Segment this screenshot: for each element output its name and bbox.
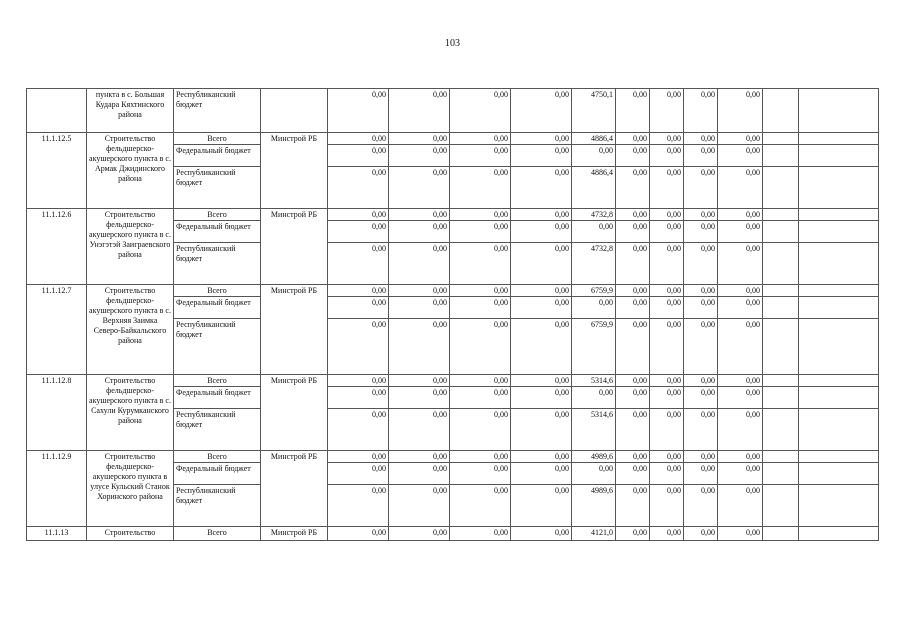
table-row [27, 89, 879, 133]
item-name: Строительство фельдшерско-акушерского пункта в с. Сахули Курумканского района [87, 375, 174, 451]
value-cell: 0,00 [511, 145, 572, 167]
empty-cell [763, 221, 799, 243]
value-cell: 0,00 [684, 285, 718, 297]
value-cell: 0,00 [450, 375, 511, 387]
funding-source: Всего [174, 209, 261, 221]
value-cell: 0,00 [328, 167, 389, 209]
value-cell: 0,00 [328, 409, 389, 451]
value-cell: 0,00 [450, 451, 511, 463]
empty-cell [763, 243, 799, 285]
item-code: 11.1.12.5 [27, 133, 87, 209]
funding-source: Всего [174, 133, 261, 145]
value-cell: 0,00 [650, 409, 684, 451]
empty-cell [763, 133, 799, 145]
value-cell: 0,00 [650, 221, 684, 243]
value-cell: 0,00 [450, 527, 511, 541]
value-cell: 0,00 [511, 485, 572, 527]
executor [261, 89, 328, 133]
value-cell: 0,00 [650, 285, 684, 297]
empty-cell [763, 451, 799, 463]
value-cell: 0,00 [511, 221, 572, 243]
funding-source: Республиканский бюджет [174, 89, 261, 133]
value-cell: 0,00 [511, 243, 572, 285]
value-cell: 0,00 [572, 221, 616, 243]
item-name: Строительство фельдшерско-акушерского пункта в с. Унэгэтэй Заиграевского района [87, 209, 174, 285]
value-cell: 0,00 [511, 463, 572, 485]
empty-cell [799, 297, 879, 319]
empty-cell [799, 221, 879, 243]
value-cell: 0,00 [616, 285, 650, 297]
value-cell: 0,00 [718, 297, 763, 319]
value-cell: 0,00 [684, 221, 718, 243]
value-cell: 0,00 [616, 297, 650, 319]
value-cell: 0,00 [328, 243, 389, 285]
value-cell: 0,00 [328, 221, 389, 243]
empty-cell [763, 527, 799, 541]
value-cell: 0,00 [650, 297, 684, 319]
value-cell: 0,00 [718, 145, 763, 167]
executor: Минстрой РБ [261, 285, 328, 375]
item-name: Строительство фельдшерско-акушерского пункта в с. Армак Джидинского района [87, 133, 174, 209]
value-cell: 0,00 [684, 485, 718, 527]
value-cell: 4732,8 [572, 209, 616, 221]
empty-cell [799, 451, 879, 463]
value-cell: 0,00 [450, 319, 511, 375]
value-cell: 0,00 [572, 145, 616, 167]
empty-cell [763, 89, 799, 133]
value-cell: 0,00 [328, 387, 389, 409]
empty-cell [763, 319, 799, 375]
funding-source: Всего [174, 285, 261, 297]
empty-cell [763, 375, 799, 387]
item-code: 11.1.12.9 [27, 451, 87, 527]
empty-cell [799, 133, 879, 145]
value-cell: 0,00 [389, 133, 450, 145]
value-cell: 0,00 [718, 209, 763, 221]
value-cell: 0,00 [328, 89, 389, 133]
value-cell: 0,00 [511, 451, 572, 463]
value-cell: 0,00 [389, 409, 450, 451]
value-cell: 0,00 [572, 463, 616, 485]
value-cell: 0,00 [572, 387, 616, 409]
value-cell: 0,00 [450, 209, 511, 221]
value-cell: 0,00 [328, 145, 389, 167]
value-cell: 0,00 [616, 243, 650, 285]
value-cell: 4886,4 [572, 133, 616, 145]
item-code: 11.1.12.7 [27, 285, 87, 375]
value-cell: 0,00 [616, 409, 650, 451]
item-code [27, 89, 87, 133]
value-cell: 0,00 [616, 145, 650, 167]
value-cell: 0,00 [511, 387, 572, 409]
executor: Минстрой РБ [261, 451, 328, 527]
value-cell: 0,00 [650, 527, 684, 541]
item-name: Строительство фельдшерско-акушерского пункта в улусе Кульский Станок Хоринского района [87, 451, 174, 527]
empty-cell [799, 485, 879, 527]
value-cell: 0,00 [616, 527, 650, 541]
funding-source: Всего [174, 527, 261, 541]
value-cell: 4989,6 [572, 485, 616, 527]
item-name: Строительство фельдшерско-акушерского пункта в с. Верхняя Заимка Северо-Байкальского района [87, 285, 174, 375]
value-cell: 0,00 [389, 451, 450, 463]
value-cell: 0,00 [328, 297, 389, 319]
value-cell: 0,00 [511, 133, 572, 145]
value-cell: 0,00 [450, 133, 511, 145]
value-cell: 0,00 [328, 527, 389, 541]
funding-source: Республиканский бюджет [174, 243, 261, 285]
value-cell: 0,00 [450, 409, 511, 451]
value-cell: 0,00 [450, 387, 511, 409]
empty-cell [763, 485, 799, 527]
value-cell: 0,00 [511, 89, 572, 133]
value-cell: 0,00 [684, 89, 718, 133]
value-cell: 0,00 [328, 209, 389, 221]
value-cell: 0,00 [511, 319, 572, 375]
value-cell: 0,00 [450, 285, 511, 297]
value-cell: 0,00 [684, 297, 718, 319]
empty-cell [799, 375, 879, 387]
funding-source: Республиканский бюджет [174, 167, 261, 209]
value-cell: 0,00 [650, 463, 684, 485]
value-cell: 0,00 [684, 451, 718, 463]
value-cell: 0,00 [718, 451, 763, 463]
value-cell: 0,00 [684, 463, 718, 485]
value-cell: 0,00 [450, 221, 511, 243]
value-cell: 6759,9 [572, 319, 616, 375]
empty-cell [763, 297, 799, 319]
value-cell: 0,00 [616, 319, 650, 375]
value-cell: 0,00 [389, 89, 450, 133]
value-cell: 0,00 [328, 463, 389, 485]
value-cell: 0,00 [718, 527, 763, 541]
value-cell: 0,00 [616, 89, 650, 133]
value-cell: 4732,8 [572, 243, 616, 285]
value-cell: 0,00 [450, 463, 511, 485]
value-cell: 0,00 [389, 387, 450, 409]
value-cell: 0,00 [684, 145, 718, 167]
item-name: пункта в с. Большая Кудара Кяхтинского района [87, 89, 174, 133]
funding-source: Республиканский бюджет [174, 409, 261, 451]
empty-cell [799, 319, 879, 375]
value-cell: 0,00 [684, 243, 718, 285]
empty-cell [799, 145, 879, 167]
value-cell: 0,00 [616, 209, 650, 221]
value-cell: 5314,6 [572, 409, 616, 451]
empty-cell [799, 285, 879, 297]
value-cell: 0,00 [328, 319, 389, 375]
value-cell: 4121,0 [572, 527, 616, 541]
value-cell: 4989,6 [572, 451, 616, 463]
value-cell: 0,00 [389, 167, 450, 209]
executor: Минстрой РБ [261, 209, 328, 285]
value-cell: 0,00 [718, 375, 763, 387]
funding-source: Республиканский бюджет [174, 485, 261, 527]
item-code: 11.1.12.8 [27, 375, 87, 451]
value-cell: 0,00 [718, 243, 763, 285]
value-cell: 0,00 [616, 451, 650, 463]
item-name: Строительство [87, 527, 174, 541]
table-row [27, 451, 879, 463]
executor: Минстрой РБ [261, 375, 328, 451]
value-cell: 0,00 [389, 463, 450, 485]
empty-cell [799, 209, 879, 221]
value-cell: 0,00 [328, 375, 389, 387]
executor: Минстрой РБ [261, 133, 328, 209]
value-cell: 0,00 [511, 527, 572, 541]
value-cell: 0,00 [389, 145, 450, 167]
value-cell: 0,00 [328, 133, 389, 145]
empty-cell [799, 463, 879, 485]
empty-cell [799, 387, 879, 409]
value-cell: 0,00 [650, 319, 684, 375]
value-cell: 0,00 [511, 285, 572, 297]
value-cell: 0,00 [616, 221, 650, 243]
value-cell: 0,00 [718, 285, 763, 297]
table-row [27, 133, 879, 145]
value-cell: 0,00 [328, 451, 389, 463]
value-cell: 0,00 [684, 167, 718, 209]
value-cell: 0,00 [650, 89, 684, 133]
value-cell: 0,00 [650, 451, 684, 463]
empty-cell [799, 527, 879, 541]
value-cell: 0,00 [684, 387, 718, 409]
value-cell: 0,00 [718, 387, 763, 409]
value-cell: 0,00 [650, 167, 684, 209]
value-cell: 0,00 [718, 319, 763, 375]
value-cell: 0,00 [718, 167, 763, 209]
budget-table [26, 88, 879, 541]
value-cell: 0,00 [389, 285, 450, 297]
value-cell: 0,00 [650, 133, 684, 145]
value-cell: 0,00 [616, 375, 650, 387]
value-cell: 0,00 [718, 409, 763, 451]
value-cell: 0,00 [684, 133, 718, 145]
value-cell: 5314,6 [572, 375, 616, 387]
funding-source: Республиканский бюджет [174, 319, 261, 375]
item-code: 11.1.12.6 [27, 209, 87, 285]
funding-source: Федеральный бюджет [174, 463, 261, 485]
value-cell: 0,00 [511, 209, 572, 221]
table-row [27, 527, 879, 541]
funding-source: Федеральный бюджет [174, 387, 261, 409]
empty-cell [799, 409, 879, 451]
funding-source: Всего [174, 451, 261, 463]
value-cell: 0,00 [511, 297, 572, 319]
empty-cell [763, 409, 799, 451]
value-cell: 0,00 [684, 319, 718, 375]
table-row [27, 209, 879, 221]
value-cell: 0,00 [616, 167, 650, 209]
value-cell: 0,00 [650, 387, 684, 409]
value-cell: 0,00 [684, 527, 718, 541]
table-row [27, 375, 879, 387]
item-code: 11.1.13 [27, 527, 87, 541]
value-cell: 0,00 [389, 297, 450, 319]
value-cell: 0,00 [718, 485, 763, 527]
value-cell: 0,00 [650, 145, 684, 167]
value-cell: 0,00 [650, 375, 684, 387]
empty-cell [799, 89, 879, 133]
executor: Минстрой РБ [261, 527, 328, 541]
value-cell: 0,00 [718, 89, 763, 133]
value-cell: 0,00 [616, 485, 650, 527]
value-cell: 0,00 [616, 133, 650, 145]
empty-cell [799, 243, 879, 285]
page-number: 103 [445, 38, 460, 49]
table-row [27, 285, 879, 297]
empty-cell [763, 209, 799, 221]
value-cell: 0,00 [389, 243, 450, 285]
value-cell: 0,00 [684, 409, 718, 451]
empty-cell [763, 167, 799, 209]
funding-source: Федеральный бюджет [174, 145, 261, 167]
value-cell: 0,00 [650, 485, 684, 527]
value-cell: 0,00 [616, 387, 650, 409]
value-cell: 0,00 [511, 409, 572, 451]
value-cell: 0,00 [389, 375, 450, 387]
value-cell: 0,00 [718, 133, 763, 145]
value-cell: 0,00 [389, 221, 450, 243]
empty-cell [799, 167, 879, 209]
value-cell: 0,00 [328, 285, 389, 297]
value-cell: 0,00 [389, 319, 450, 375]
empty-cell [763, 145, 799, 167]
value-cell: 0,00 [616, 463, 650, 485]
funding-source: Федеральный бюджет [174, 221, 261, 243]
value-cell: 0,00 [389, 527, 450, 541]
value-cell: 4886,4 [572, 167, 616, 209]
funding-source: Всего [174, 375, 261, 387]
value-cell: 0,00 [389, 209, 450, 221]
value-cell: 0,00 [450, 297, 511, 319]
empty-cell [763, 387, 799, 409]
value-cell: 0,00 [650, 243, 684, 285]
value-cell: 0,00 [718, 463, 763, 485]
value-cell: 0,00 [684, 375, 718, 387]
value-cell: 0,00 [511, 375, 572, 387]
value-cell: 0,00 [511, 167, 572, 209]
funding-source: Федеральный бюджет [174, 297, 261, 319]
value-cell: 6759,9 [572, 285, 616, 297]
value-cell: 0,00 [572, 297, 616, 319]
value-cell: 0,00 [718, 221, 763, 243]
value-cell: 0,00 [450, 145, 511, 167]
value-cell: 0,00 [450, 243, 511, 285]
value-cell: 0,00 [450, 485, 511, 527]
value-cell: 0,00 [650, 209, 684, 221]
value-cell: 0,00 [328, 485, 389, 527]
empty-cell [763, 463, 799, 485]
value-cell: 0,00 [450, 89, 511, 133]
value-cell: 0,00 [450, 167, 511, 209]
value-cell: 0,00 [389, 485, 450, 527]
value-cell: 0,00 [684, 209, 718, 221]
value-cell: 4750,1 [572, 89, 616, 133]
empty-cell [763, 285, 799, 297]
